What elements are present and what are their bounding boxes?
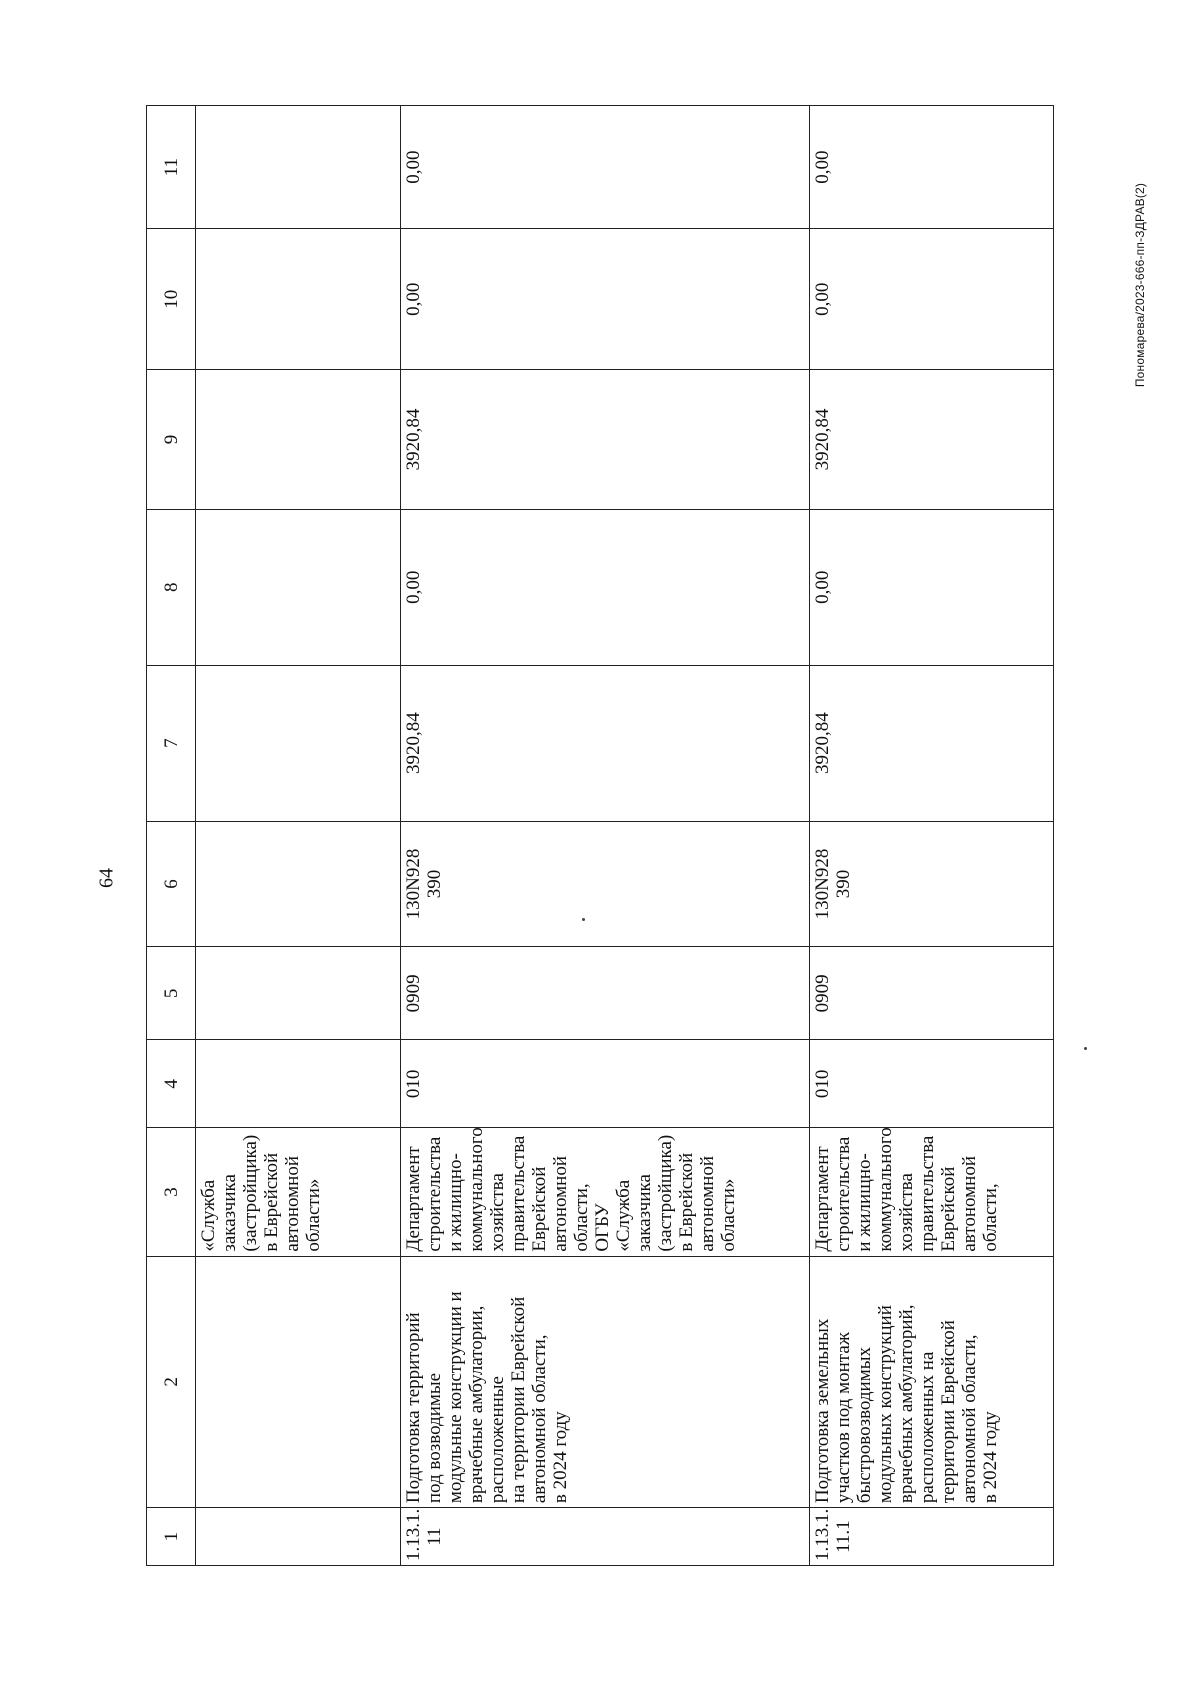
cell-rzpr <box>196 947 401 1040</box>
header-cell-5: 5 <box>147 947 196 1040</box>
cell-grbs <box>196 1040 401 1128</box>
budget-table-container <box>146 105 1054 1566</box>
table-row <box>196 106 401 1566</box>
scan-speck <box>1084 1047 1087 1050</box>
header-cell-9: 9 <box>147 370 196 510</box>
cell-col11: 0,00 <box>810 106 1054 229</box>
header-cell-3: 3 <box>147 1128 196 1256</box>
cell-col9: 3920,84 <box>810 370 1054 510</box>
header-cell-8: 8 <box>147 509 196 665</box>
document-code: Пономарева/2023-666-пп-ЗДРАВ(2) <box>1133 182 1147 388</box>
cell-csr: 130N928 390 <box>810 821 1054 947</box>
cell-col9 <box>196 370 401 510</box>
cell-col8 <box>196 509 401 665</box>
cell-grbs: 010 <box>810 1040 1054 1128</box>
cell-number <box>196 1508 401 1566</box>
cell-executor: «Служба заказчика (застройщика) в Еврейской автономной области» <box>196 1128 401 1256</box>
cell-rzpr: 0909 <box>401 947 810 1040</box>
cell-total <box>196 665 401 821</box>
cell-col10: 0,00 <box>401 229 810 370</box>
cell-total: 3920,84 <box>401 665 810 821</box>
cell-col9: 3920,84 <box>401 370 810 510</box>
header-cell-4: 4 <box>147 1040 196 1128</box>
cell-col8: 0,00 <box>810 509 1054 665</box>
cell-total: 3920,84 <box>810 665 1054 821</box>
cell-grbs: 010 <box>401 1040 810 1128</box>
cell-event-name: Подготовка земельных участков под монтаж быстровозводимых модульных конструкций врачебных амбулаторий, расположенных на территории Еврейской автономной области, в 2024 году <box>810 1256 1054 1508</box>
cell-executor: Департамент строительства и жилищно- коммунального хозяйства правительства Еврейской автономной области, <box>810 1128 1054 1256</box>
cell-event-name: Подготовка территорий под возводимые модульные конструкции и врачебные амбулатории, расположенные на территории Еврейской автономной области, в 2024 году <box>401 1256 810 1508</box>
cell-col8: 0,00 <box>401 509 810 665</box>
header-cell-7: 7 <box>147 665 196 821</box>
cell-col10: 0,00 <box>810 229 1054 370</box>
cell-col10 <box>196 229 401 370</box>
cell-executor: Департамент строительства и жилищно- коммунального хозяйства правительства Еврейской автономной области, ОГБУ «Служба заказчика (застройщика) в Еврейской автономной области» <box>401 1128 810 1256</box>
scan-speck <box>582 918 585 921</box>
header-cell-2: 2 <box>147 1256 196 1508</box>
cell-csr <box>196 821 401 947</box>
header-cell-1: 1 <box>147 1508 196 1566</box>
table-row <box>401 106 810 1566</box>
header-row <box>147 106 196 1566</box>
cell-number: 1.13.1. 11 <box>401 1508 810 1566</box>
cell-number: 1.13.1. 11.1 <box>810 1508 1054 1566</box>
cell-col11: 0,00 <box>401 106 810 229</box>
table-row <box>810 106 1054 1566</box>
header-cell-10: 10 <box>147 229 196 370</box>
cell-csr: 130N928 390 <box>401 821 810 947</box>
cell-col11 <box>196 106 401 229</box>
header-cell-11: 11 <box>147 106 196 229</box>
page-number: 64 <box>95 868 118 888</box>
cell-rzpr: 0909 <box>810 947 1054 1040</box>
header-cell-6: 6 <box>147 821 196 947</box>
cell-event-name <box>196 1256 401 1508</box>
budget-table <box>146 105 1054 1566</box>
